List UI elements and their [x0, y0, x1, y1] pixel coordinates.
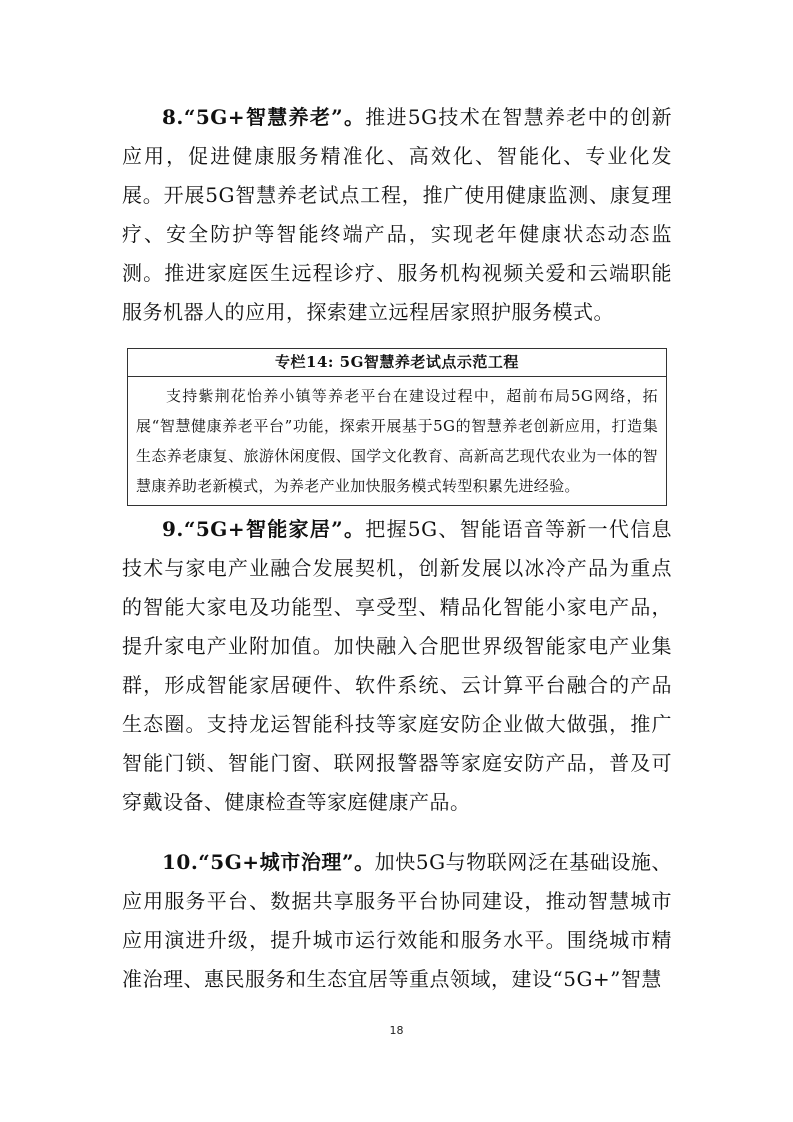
- column-box-title: 专栏14: 5G智慧养老试点示范工程: [128, 349, 666, 377]
- section-8-paragraph: [122, 98, 672, 332]
- column-box-14: [127, 348, 667, 506]
- section-8-body: 推进5G技术在智慧养老中的创新应用，促进健康服务精准化、高效化、智能化、专业化发展。开展5G智慧养老试点工程，推广使用健康监测、康复理疗、安全防护等智能终端产品，实现老年健康状态动态监测。推进家庭医生远程诊疗、服务机构视频关爱和云端职能服务机器人的应用，探索建立远程居家照护服务模式。: [122, 105, 672, 324]
- section-8: [122, 98, 672, 332]
- page-number: 18: [389, 1024, 404, 1037]
- section-9-body: 把握5G、智能语音等新一代信息技术与家电产业融合发展契机，创新发展以冰冷产品为重点的智能大家电及功能型、享受型、精品化智能小家电产品，提升家电产业附加值。加快融入合肥世界级智能家电产业集群，形成智能家居硬件、软件系统、云计算平台融合的产品生态圈。支持龙运智能科技等家庭安防企业做大做强，推广智能门锁、智能门窗、联网报警器等家庭安防产品，普及可穿戴设备、健康检查等家庭健康产品。: [122, 517, 672, 814]
- section-10-heading: 10.“5G+城市治理”。: [162, 850, 375, 874]
- section-10-paragraph: [122, 843, 672, 999]
- section-10-body: 加快5G与物联网泛在基础设施、应用服务平台、数据共享服务平台协同建设，推动智慧城市应用演进升级，提升城市运行效能和服务水平。围绕城市精准治理、惠民服务和生态宜居等重点领域，建设“5G+”智慧: [122, 850, 673, 991]
- section-9-heading: 9.“5G+智能家居”。: [162, 517, 366, 541]
- column-box-body: 支持紫荆花怡养小镇等养老平台在建设过程中，超前布局5G网络，拓展“智慧健康养老平台”功能，探索开展基于5G的智慧养老创新应用，打造集生态养老康复、旅游休闲度假、国学文化教育、高新高艺现代农业为一体的智慧康养助老新模式，为养老产业加快服务模式转型积累先进经验。: [136, 387, 658, 495]
- section-9-paragraph: [122, 510, 672, 822]
- section-10: [122, 843, 672, 999]
- section-8-heading: 8.“5G+智慧养老”。: [162, 105, 366, 129]
- section-9: [122, 510, 672, 822]
